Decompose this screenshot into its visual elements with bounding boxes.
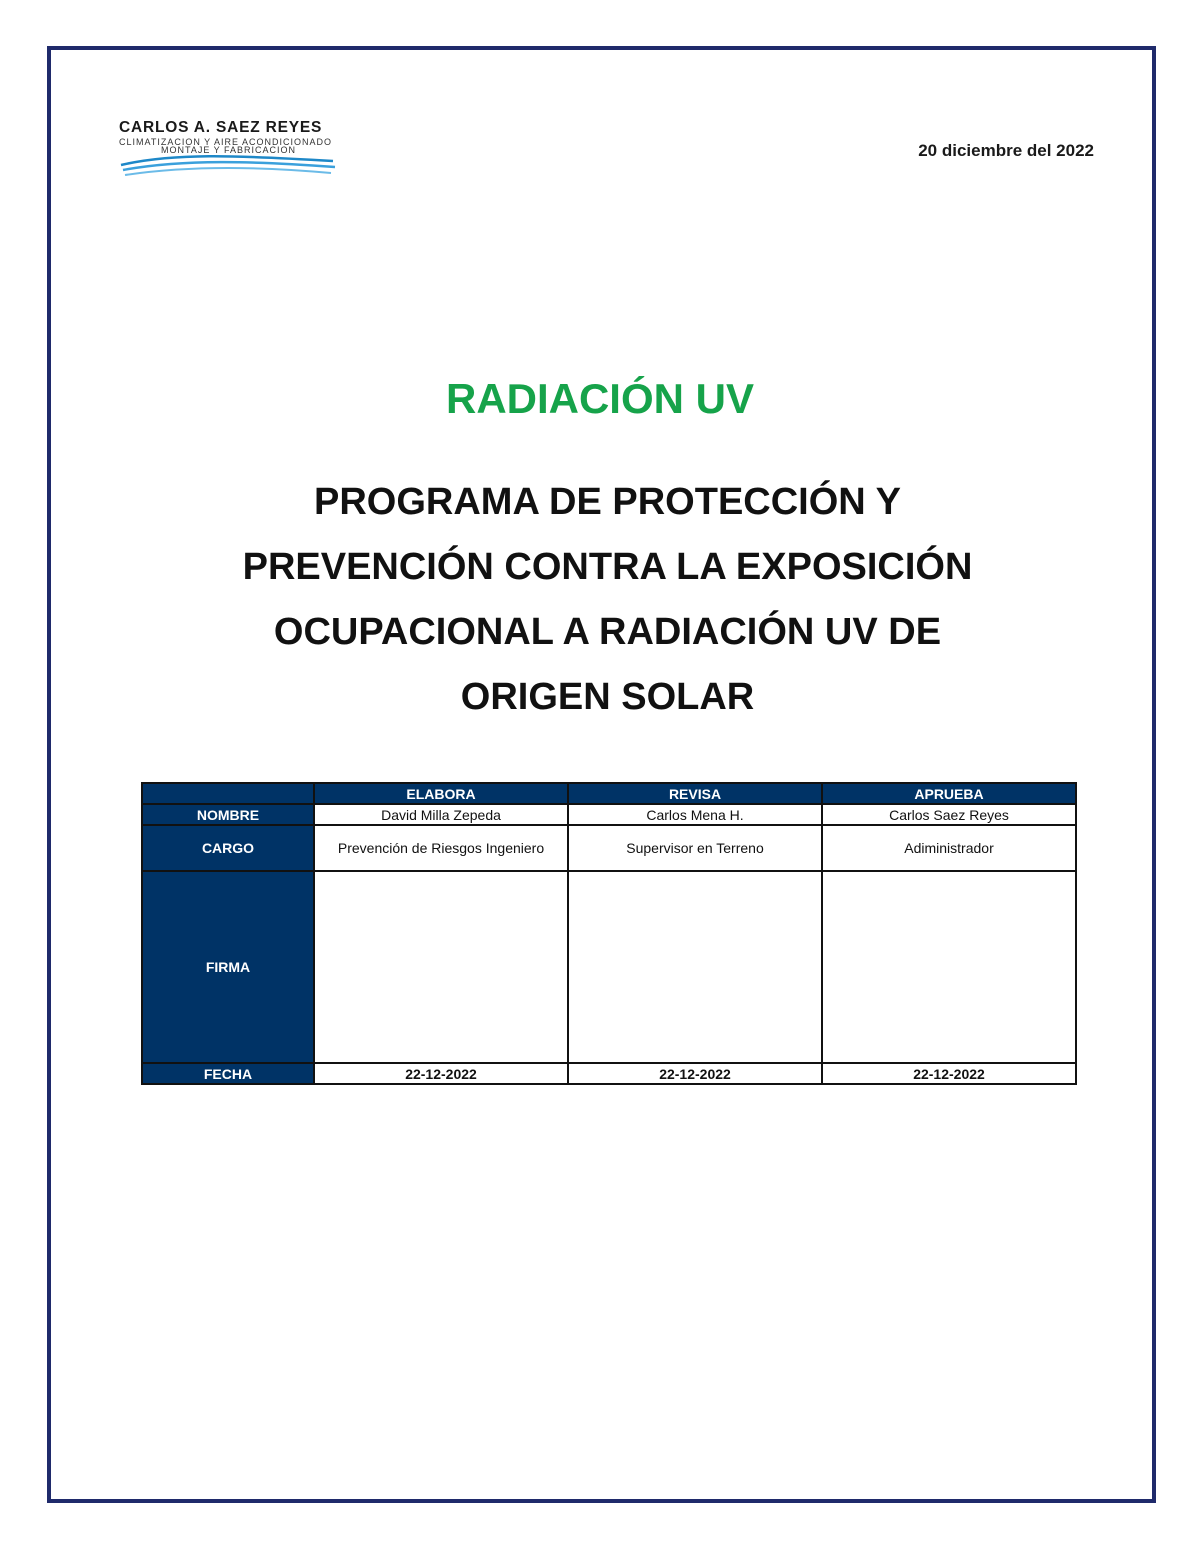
logo-company-name: CARLOS A. SAEZ REYES <box>119 119 323 136</box>
document-subtitle <box>150 470 1065 730</box>
nombre-aprueba: Carlos Saez Reyes <box>822 804 1076 825</box>
nombre-elabora: David Milla Zepeda <box>314 804 568 825</box>
subtitle-line: OCUPACIONAL A RADIACIÓN UV DE <box>273 611 942 653</box>
row-label-cargo: CARGO <box>142 825 314 871</box>
cargo-elabora: Prevención de Riesgos Ingeniero <box>314 825 568 871</box>
row-label-firma: FIRMA <box>142 871 314 1063</box>
fecha-elabora: 22-12-2022 <box>314 1063 568 1084</box>
firma-elabora <box>314 871 568 1063</box>
table-row-firma <box>142 871 1076 1063</box>
column-header-elabora: ELABORA <box>314 783 568 804</box>
nombre-revisa: Carlos Mena H. <box>568 804 822 825</box>
table-row-cargo <box>142 825 1076 871</box>
table-header-row <box>142 783 1076 804</box>
subtitle-line: PROGRAMA DE PROTECCIÓN Y <box>314 481 901 523</box>
approval-table <box>141 782 1077 1085</box>
table-row-fecha <box>142 1063 1076 1084</box>
fecha-revisa: 22-12-2022 <box>568 1063 822 1084</box>
company-logo <box>113 115 343 185</box>
row-label-fecha: FECHA <box>142 1063 314 1084</box>
subtitle-line: ORIGEN SOLAR <box>460 676 755 718</box>
document-date: 20 diciembre del 2022 <box>918 141 1094 160</box>
firma-aprueba <box>822 871 1076 1063</box>
table-row-nombre <box>142 804 1076 825</box>
logo-line-1: CLIMATIZACION Y AIRE ACONDICIONADO <box>119 137 333 147</box>
cargo-revisa: Supervisor en Terreno <box>568 825 822 871</box>
column-header-revisa: REVISA <box>568 783 822 804</box>
fecha-aprueba: 22-12-2022 <box>822 1063 1076 1084</box>
firma-revisa <box>568 871 822 1063</box>
page-border <box>47 46 1156 1503</box>
logo-line-2: MONTAJE Y FABRICACION <box>161 145 297 155</box>
document-title: RADIACIÓN UV <box>445 375 754 422</box>
logo-wave-icon <box>113 153 343 179</box>
column-header-aprueba: APRUEBA <box>822 783 1076 804</box>
table-corner-cell <box>142 783 314 804</box>
subtitle-line: PREVENCIÓN CONTRA LA EXPOSICIÓN <box>242 546 973 588</box>
cargo-aprueba: Adiministrador <box>822 825 1076 871</box>
row-label-nombre: NOMBRE <box>142 804 314 825</box>
